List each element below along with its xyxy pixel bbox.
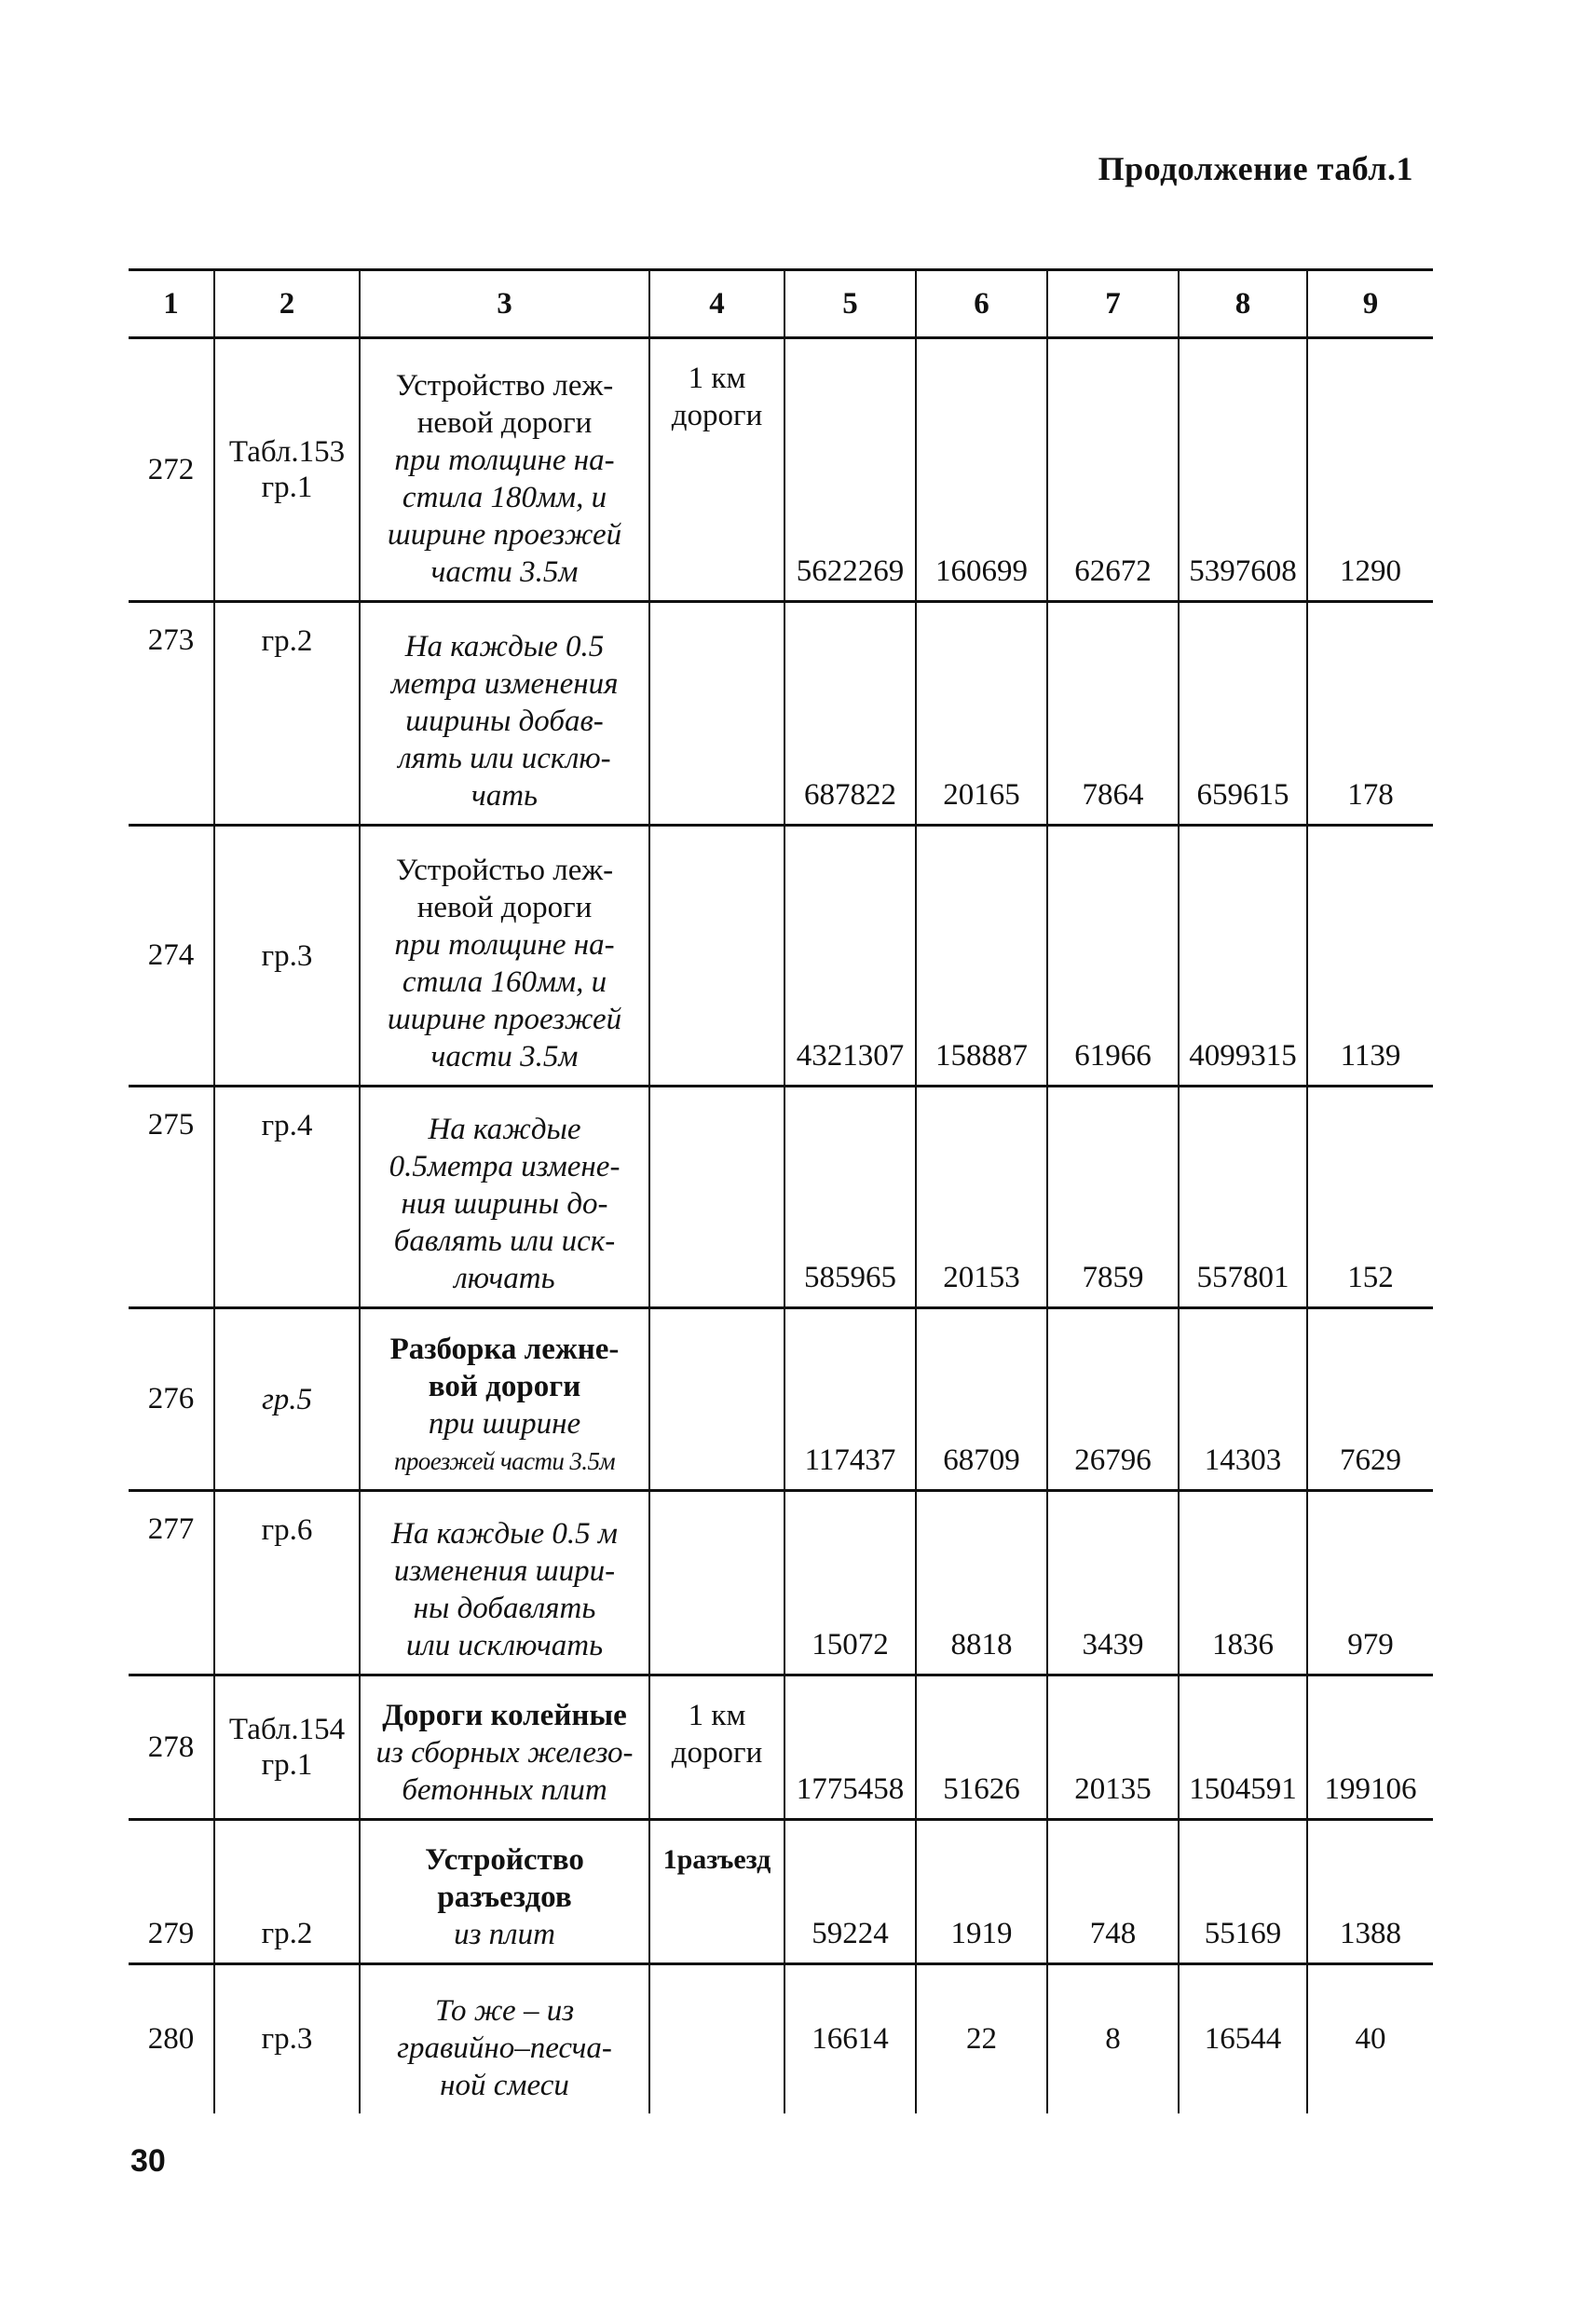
column-header: 8 <box>1179 270 1307 338</box>
row-number: 276 <box>147 1382 195 1415</box>
table-row <box>129 1491 1433 1675</box>
description-line: невой дороги <box>416 891 593 924</box>
description-line: при толщине на- <box>394 928 615 962</box>
work-description <box>360 1964 649 2113</box>
cost-table-container <box>129 268 1433 2113</box>
table-row <box>129 1964 1433 2113</box>
value-col5: 16614 <box>784 1964 916 2113</box>
measurement-unit <box>649 1820 784 1964</box>
reference-line: гр.3 <box>261 2022 313 2057</box>
description-line: бавлять или иск- <box>393 1224 616 1258</box>
table-row <box>129 602 1433 826</box>
value-col5: 15072 <box>784 1491 916 1675</box>
description-line: вой дороги <box>428 1370 581 1403</box>
column-header: 6 <box>916 270 1047 338</box>
measurement-unit <box>649 602 784 826</box>
description-line: ширины добав- <box>405 704 604 738</box>
table-row <box>129 826 1433 1087</box>
reference-line: гр.4 <box>261 1109 313 1142</box>
value-col8: 5397608 <box>1179 338 1307 602</box>
description-line: или исключать <box>405 1629 604 1662</box>
value-col9: 1139 <box>1307 826 1433 1087</box>
measurement-unit <box>649 338 784 602</box>
description-line: разъездов <box>437 1880 572 1914</box>
row-number: 273 <box>147 623 195 657</box>
value-col8: 16544 <box>1179 1964 1307 2113</box>
work-description <box>360 826 649 1087</box>
row-number: 280 <box>147 2021 195 2056</box>
value-col8: 659615 <box>1179 602 1307 826</box>
table-reference <box>214 1491 360 1675</box>
measurement-unit <box>649 1491 784 1675</box>
description-line: Устройство леж- <box>395 369 614 403</box>
value-col5: 687822 <box>784 602 916 826</box>
table-row <box>129 338 1433 602</box>
reference-line: гр.3 <box>261 938 313 973</box>
cost-table <box>129 268 1433 2113</box>
column-header: 7 <box>1047 270 1179 338</box>
description-line: Дороги колейные <box>382 1699 627 1732</box>
measurement-unit <box>649 1675 784 1820</box>
measurement-unit <box>649 1087 784 1308</box>
unit-line: 1 км <box>688 1699 746 1732</box>
reference-line: гр.6 <box>261 1513 313 1547</box>
value-col7: 8 <box>1047 1964 1179 2113</box>
value-col9: 152 <box>1307 1087 1433 1308</box>
value-col7: 61966 <box>1047 826 1179 1087</box>
work-description <box>360 1308 649 1491</box>
column-header: 4 <box>649 270 784 338</box>
work-description <box>360 338 649 602</box>
value-col7: 7864 <box>1047 602 1179 826</box>
description-line: Устройстьо леж- <box>395 854 614 887</box>
description-line: ния ширины до- <box>401 1187 608 1221</box>
value-col6: 8818 <box>916 1491 1047 1675</box>
reference-line: гр.5 <box>261 1382 313 1416</box>
table-reference <box>214 602 360 826</box>
value-col7: 3439 <box>1047 1491 1179 1675</box>
value-col6: 68709 <box>916 1308 1047 1491</box>
description-line: из сборных железо- <box>375 1736 634 1770</box>
value-col6: 20165 <box>916 602 1047 826</box>
row-number: 275 <box>147 1108 195 1142</box>
description-line: Разборка лежне- <box>389 1333 620 1366</box>
description-line: На каждые 0.5 м <box>391 1517 618 1551</box>
value-col5: 117437 <box>784 1308 916 1491</box>
description-line: части 3.5м <box>430 555 579 589</box>
value-col7: 26796 <box>1047 1308 1179 1491</box>
table-reference <box>214 1820 360 1964</box>
value-col9: 979 <box>1307 1491 1433 1675</box>
description-line: лять или исклю- <box>398 742 611 775</box>
description-line: чать <box>471 779 539 813</box>
table-row <box>129 1308 1433 1491</box>
value-col9: 178 <box>1307 602 1433 826</box>
description-line: при толщине на- <box>394 444 615 477</box>
value-col5: 585965 <box>784 1087 916 1308</box>
description-line: На каждые <box>428 1113 581 1146</box>
value-col6: 160699 <box>916 338 1047 602</box>
description-line: при ширине <box>428 1407 581 1441</box>
table-row <box>129 1820 1433 1964</box>
value-col6: 1919 <box>916 1820 1047 1964</box>
description-line: бетонных плит <box>402 1773 607 1807</box>
work-description <box>360 602 649 826</box>
column-number-row <box>129 270 1433 338</box>
reference-line: Табл.153 <box>228 435 346 469</box>
description-line: То же – из <box>434 1993 575 2028</box>
description-line: части 3.5м <box>430 1040 579 1073</box>
value-col5: 1775458 <box>784 1675 916 1820</box>
table-reference <box>214 338 360 602</box>
value-col9: 199106 <box>1307 1675 1433 1820</box>
value-col8: 1836 <box>1179 1491 1307 1675</box>
description-line: изменения шири- <box>393 1554 616 1588</box>
description-line: Устройство <box>425 1843 584 1877</box>
description-line: На каждые 0.5 <box>404 630 605 663</box>
reference-line: Табл.154 <box>228 1713 346 1746</box>
unit-line: дороги <box>671 1736 763 1770</box>
description-line: ширине проезжей <box>387 1003 622 1036</box>
description-line: лючать <box>454 1262 555 1295</box>
row-number: 272 <box>147 452 195 486</box>
value-col8: 1504591 <box>1179 1675 1307 1820</box>
description-line: гравийно–песча- <box>397 2031 612 2065</box>
row-number: 274 <box>147 938 195 972</box>
row-number: 279 <box>147 1917 195 1950</box>
value-col6: 22 <box>916 1964 1047 2113</box>
value-col7: 748 <box>1047 1820 1179 1964</box>
row-number: 278 <box>147 1730 195 1764</box>
column-header: 5 <box>784 270 916 338</box>
measurement-unit <box>649 826 784 1087</box>
column-header: 9 <box>1307 270 1433 338</box>
value-col9: 1290 <box>1307 338 1433 602</box>
value-col6: 20153 <box>916 1087 1047 1308</box>
value-col7: 7859 <box>1047 1087 1179 1308</box>
work-description <box>360 1087 649 1308</box>
value-col5: 5622269 <box>784 338 916 602</box>
value-col6: 51626 <box>916 1675 1047 1820</box>
column-header: 2 <box>214 270 360 338</box>
reference-line: гр.1 <box>261 471 313 504</box>
value-col8: 14303 <box>1179 1308 1307 1491</box>
description-line: стила 180мм, и <box>402 481 607 514</box>
unit-line: 1разъезд <box>662 1844 771 1875</box>
value-col9: 40 <box>1307 1964 1433 2113</box>
column-header: 1 <box>129 270 214 338</box>
reference-line: гр.2 <box>261 624 313 658</box>
description-line: проезжей части 3.5м <box>394 1447 615 1475</box>
measurement-unit <box>649 1308 784 1491</box>
table-reference <box>214 1308 360 1491</box>
description-line: ной смеси <box>440 2068 569 2102</box>
column-header: 3 <box>360 270 649 338</box>
work-description <box>360 1820 649 1964</box>
continuation-title: Продолжение табл.1 <box>1098 150 1413 187</box>
work-description <box>360 1675 649 1820</box>
value-col8: 4099315 <box>1179 826 1307 1087</box>
reference-line: гр.2 <box>261 1917 313 1950</box>
value-col7: 20135 <box>1047 1675 1179 1820</box>
table-reference <box>214 1087 360 1308</box>
description-line: ны добавлять <box>413 1592 596 1625</box>
value-col8: 55169 <box>1179 1820 1307 1964</box>
page-number: 30 <box>130 2143 166 2179</box>
measurement-unit <box>649 1964 784 2113</box>
value-col6: 158887 <box>916 826 1047 1087</box>
value-col5: 4321307 <box>784 826 916 1087</box>
description-line: метра изменения <box>390 667 619 701</box>
value-col9: 7629 <box>1307 1308 1433 1491</box>
table-row <box>129 1087 1433 1308</box>
value-col5: 59224 <box>784 1820 916 1964</box>
table-reference <box>214 1675 360 1820</box>
value-col8: 557801 <box>1179 1087 1307 1308</box>
unit-line: 1 км <box>688 362 746 395</box>
row-number: 277 <box>147 1512 195 1546</box>
work-description <box>360 1491 649 1675</box>
value-col7: 62672 <box>1047 338 1179 602</box>
description-line: ширине проезжей <box>387 518 622 552</box>
description-line: стила 160мм, и <box>402 965 607 999</box>
reference-line: гр.1 <box>261 1748 313 1782</box>
description-line: из плит <box>454 1918 555 1951</box>
description-line: 0.5метра измене- <box>389 1150 621 1183</box>
table-row <box>129 1675 1433 1820</box>
table-reference <box>214 826 360 1087</box>
table-reference <box>214 1964 360 2113</box>
value-col9: 1388 <box>1307 1820 1433 1964</box>
unit-line: дороги <box>671 399 763 432</box>
description-line: невой дороги <box>416 406 593 440</box>
